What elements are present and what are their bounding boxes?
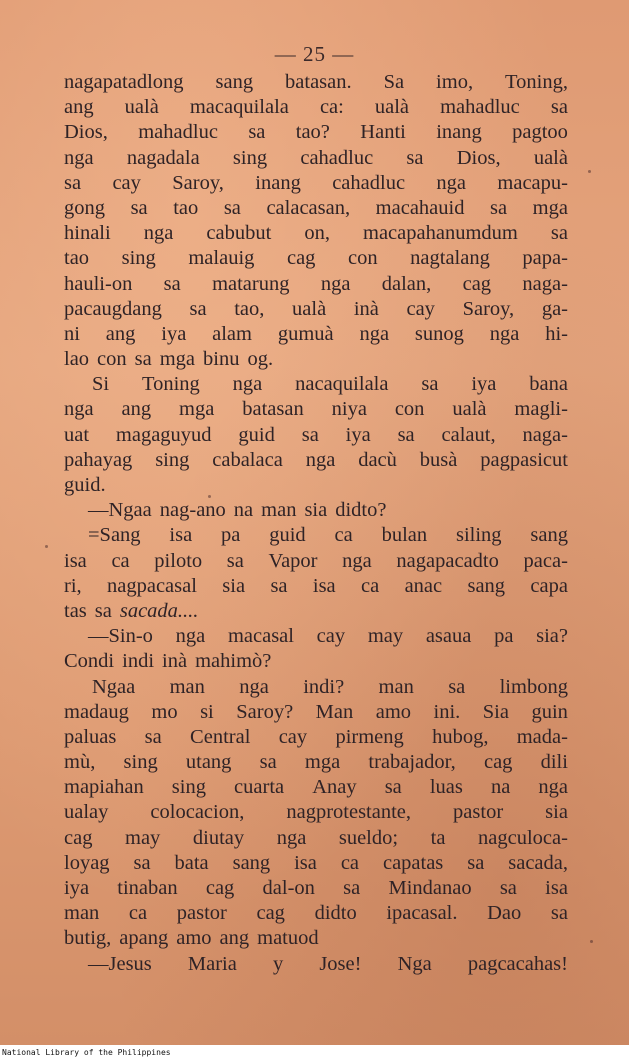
word: Dao xyxy=(487,902,522,925)
text-line xyxy=(64,146,568,171)
word: indi xyxy=(122,650,155,673)
word: pirmeng xyxy=(335,725,404,748)
word: macapu- xyxy=(497,171,568,194)
word: sa xyxy=(343,877,361,899)
text-line xyxy=(64,826,568,851)
word: Saroy, xyxy=(172,171,224,194)
word: sa xyxy=(189,297,207,320)
word: cag xyxy=(483,751,513,774)
body-text xyxy=(64,70,568,977)
word: anac xyxy=(404,574,443,597)
word: guid. xyxy=(64,474,106,496)
word: binu xyxy=(203,348,240,371)
word: nga xyxy=(436,171,467,194)
word: nagpacasal xyxy=(107,574,197,597)
word: ini. xyxy=(433,700,461,723)
word: trabajador, xyxy=(368,751,456,774)
word: nacaquilala xyxy=(295,373,389,396)
paper-speck xyxy=(590,940,593,943)
word: pahayag xyxy=(64,448,133,471)
word: ualà xyxy=(292,297,327,320)
word: Saroy? xyxy=(236,700,294,723)
word: Anay xyxy=(312,776,357,799)
word: nga xyxy=(175,625,206,648)
word: dalan, xyxy=(381,272,432,295)
word: cabalaca xyxy=(212,448,283,471)
word: sa xyxy=(467,851,485,874)
word: dili xyxy=(540,751,568,774)
word: inà xyxy=(162,650,188,673)
word: siling xyxy=(455,524,502,547)
word: didto xyxy=(314,902,357,925)
text-line xyxy=(64,675,568,700)
word: ri, xyxy=(64,574,82,597)
word: lao xyxy=(64,348,90,371)
word: naga- xyxy=(522,423,568,446)
word: nagapatadlong xyxy=(64,71,184,93)
word: cahadluc xyxy=(300,146,374,169)
word: =Sang xyxy=(88,524,141,547)
text-line xyxy=(64,347,568,372)
word: ca xyxy=(128,902,148,925)
paper-speck xyxy=(588,170,591,173)
word: —Jesus xyxy=(88,952,152,975)
word: Dios, xyxy=(456,146,501,169)
word: nga xyxy=(64,398,94,421)
word: tao xyxy=(173,196,199,219)
text-line xyxy=(64,523,568,548)
page-number: — 25 — xyxy=(274,42,355,66)
text-line xyxy=(64,700,568,725)
word: sa xyxy=(421,373,439,396)
word: mga xyxy=(532,196,568,219)
word: ni xyxy=(64,322,80,345)
text-line xyxy=(64,95,568,120)
word: guin xyxy=(531,700,568,723)
word: matuod xyxy=(257,927,319,950)
word: sang xyxy=(530,524,568,547)
word: matarung xyxy=(212,272,290,295)
word: sa xyxy=(384,776,402,799)
word: luas xyxy=(429,776,463,799)
word: magli- xyxy=(514,398,568,421)
text-line xyxy=(64,624,568,649)
word: papa- xyxy=(522,247,568,270)
word: con xyxy=(97,348,127,371)
word: isa xyxy=(312,574,336,597)
word: cahadluc xyxy=(332,171,406,194)
word: piloto xyxy=(154,549,203,572)
word: sia xyxy=(304,499,328,522)
text-line xyxy=(64,574,568,599)
word: na xyxy=(490,776,511,799)
word: Central xyxy=(190,725,251,748)
word: mga xyxy=(159,348,196,371)
word: sing xyxy=(121,247,156,270)
word: nga xyxy=(489,322,520,345)
text-line xyxy=(64,322,568,347)
text-line xyxy=(64,70,568,95)
text-line xyxy=(64,221,568,246)
word: cag xyxy=(286,247,316,270)
word: mga xyxy=(179,398,215,421)
word: sa xyxy=(550,902,568,925)
word: ang xyxy=(121,398,152,421)
word: nagapacadto xyxy=(396,549,499,572)
word: cag xyxy=(256,902,285,925)
word: uat xyxy=(64,423,90,446)
text-line xyxy=(64,851,568,876)
word: sa xyxy=(163,272,181,295)
word: ang xyxy=(64,96,94,119)
word: —Ngaa xyxy=(88,499,152,522)
word: gong xyxy=(64,196,105,219)
word: Sia xyxy=(482,700,509,723)
word: iya xyxy=(345,423,371,446)
word: sa xyxy=(144,725,162,748)
word: inà xyxy=(353,297,379,320)
word: tao xyxy=(64,247,90,270)
paper-speck xyxy=(45,545,48,548)
word: ca xyxy=(111,549,130,572)
word: tas xyxy=(64,599,87,622)
word: naga- xyxy=(522,272,568,295)
word: hauli-on xyxy=(64,272,133,295)
word: niya xyxy=(331,398,367,421)
word: butig, xyxy=(64,927,112,950)
word: bana xyxy=(529,373,568,396)
word: mahimò? xyxy=(195,650,272,673)
word: nga xyxy=(305,448,336,471)
word: man xyxy=(64,902,100,925)
word: tinaban xyxy=(117,877,178,899)
word: cuarta xyxy=(234,776,285,799)
word: ga- xyxy=(541,297,568,320)
word: cay xyxy=(112,171,141,194)
word: bulan xyxy=(381,524,428,547)
text-line xyxy=(64,901,568,926)
word: na xyxy=(233,499,254,522)
word: pacaugdang xyxy=(64,297,162,320)
text-line xyxy=(64,297,568,322)
word: Condi xyxy=(64,650,115,673)
word: sueldo; xyxy=(338,826,399,849)
word: ualay xyxy=(64,801,109,824)
text-line xyxy=(64,423,568,448)
word: sang xyxy=(232,851,271,874)
word: sa xyxy=(94,599,112,622)
word: pa xyxy=(221,524,241,547)
word: Man xyxy=(315,700,354,723)
word: ualà xyxy=(452,398,487,421)
word: ca: xyxy=(319,96,344,119)
word: isa xyxy=(169,524,193,547)
word: macasal xyxy=(227,625,294,648)
word: sa xyxy=(223,196,241,219)
word: nga xyxy=(239,675,269,698)
word: sa xyxy=(448,675,466,698)
word: limbong xyxy=(499,675,568,698)
word: cag xyxy=(64,826,93,849)
text-line xyxy=(64,120,568,145)
word: nga xyxy=(320,272,351,295)
word: nga xyxy=(276,826,307,849)
library-footer: National Library of the Philippines xyxy=(2,1048,171,1057)
text-line xyxy=(64,876,568,901)
word: sia xyxy=(222,574,246,597)
word: sacada, xyxy=(508,851,568,874)
word: sing xyxy=(155,448,190,471)
word: nga xyxy=(232,373,263,396)
word: nga xyxy=(143,222,174,245)
word: batasan xyxy=(242,398,304,421)
word: may xyxy=(125,826,161,849)
word: nga xyxy=(64,146,94,169)
word: Jose! xyxy=(319,952,362,975)
word: sa xyxy=(406,146,424,169)
word: si xyxy=(200,700,214,723)
word: nga xyxy=(538,776,568,799)
text-line xyxy=(64,272,568,297)
word: pa xyxy=(494,625,514,648)
word: ang xyxy=(219,927,250,950)
word: cay xyxy=(406,297,435,320)
word: nag-ano xyxy=(159,499,226,522)
word: iya xyxy=(161,322,187,345)
word: ca xyxy=(340,851,360,874)
word: macahauid xyxy=(375,196,465,219)
word: colocacion, xyxy=(150,801,245,824)
word: sa xyxy=(550,96,568,119)
word: con xyxy=(347,247,378,270)
word: macaquilala xyxy=(189,96,289,119)
word: pagcacahas! xyxy=(467,952,568,975)
word: con xyxy=(394,398,425,421)
word: apang xyxy=(119,927,169,950)
word: asaua xyxy=(425,625,472,648)
word: pastor xyxy=(453,801,504,824)
word: Hanti xyxy=(360,121,406,144)
word: imo, xyxy=(436,71,474,93)
text-line xyxy=(64,397,568,422)
paper-speck xyxy=(208,495,211,498)
word: mga xyxy=(304,751,341,774)
word: Sa xyxy=(383,71,405,93)
word: y xyxy=(272,952,284,975)
word: Toning, xyxy=(505,71,568,93)
word: nagprotestante, xyxy=(286,801,412,824)
text-line xyxy=(64,171,568,196)
word: Ngaa xyxy=(92,675,136,698)
word: guid xyxy=(238,423,275,446)
word: cag xyxy=(462,272,492,295)
word: guid xyxy=(269,524,306,547)
word: mahadluc xyxy=(440,96,520,119)
word: man xyxy=(378,675,414,698)
word: diutay xyxy=(192,826,245,849)
word: cag xyxy=(205,877,235,899)
word: sacada.... xyxy=(119,599,199,622)
word: ualà xyxy=(533,146,568,169)
word: utang xyxy=(185,751,232,774)
word: Saroy, xyxy=(462,297,515,320)
word: Mindanao xyxy=(388,877,472,899)
text-line xyxy=(64,926,568,951)
word: ipacasal. xyxy=(386,902,458,925)
word: man xyxy=(261,499,297,522)
text-line xyxy=(64,549,568,574)
word: nga xyxy=(359,322,390,345)
word: inang xyxy=(436,121,482,144)
word: isa xyxy=(64,549,87,572)
word: sia xyxy=(545,801,568,824)
text-line xyxy=(64,196,568,221)
text-line xyxy=(64,599,568,624)
word: —Sin-o xyxy=(88,625,153,648)
word: pastor xyxy=(176,902,227,925)
word: ta xyxy=(430,826,446,849)
word: nagculoca- xyxy=(478,826,568,849)
word: batasan. xyxy=(285,71,352,93)
word: cay xyxy=(278,725,308,748)
word: paca- xyxy=(523,549,568,572)
word: sa xyxy=(397,423,415,446)
word: sa xyxy=(270,574,288,597)
word: nga xyxy=(342,549,372,572)
word: og. xyxy=(247,348,274,371)
word: madaug xyxy=(64,700,129,723)
word: ualà xyxy=(374,96,410,119)
word: Dios, xyxy=(64,121,108,144)
word: sia? xyxy=(536,625,568,648)
word: dal-on xyxy=(262,877,315,899)
text-line xyxy=(64,800,568,825)
word: Vapor xyxy=(268,549,318,572)
word: sunog xyxy=(414,322,464,345)
word: pagpasicut xyxy=(480,448,568,471)
text-line xyxy=(64,775,568,800)
word: isa xyxy=(294,851,317,874)
word: loyag xyxy=(64,851,110,874)
word: sa xyxy=(490,196,508,219)
word: sa xyxy=(248,121,266,144)
text-line xyxy=(64,498,568,523)
word: dacù xyxy=(358,448,397,471)
word: Si xyxy=(92,373,110,396)
word: sa xyxy=(64,171,82,194)
word: sang xyxy=(467,574,506,597)
text-line xyxy=(64,473,568,498)
text-line xyxy=(64,246,568,271)
word: sa xyxy=(301,423,319,446)
word: didto? xyxy=(335,499,387,522)
text-line xyxy=(64,448,568,473)
word: capatas xyxy=(382,851,444,874)
word: cabubut xyxy=(206,222,272,245)
word: sing xyxy=(171,776,206,799)
word: mapiahan xyxy=(64,776,144,799)
text-line xyxy=(64,372,568,397)
word: Nga xyxy=(397,952,432,975)
word: on, xyxy=(304,222,330,245)
word: alam xyxy=(212,322,252,345)
word: magaguyud xyxy=(115,423,212,446)
word: amo xyxy=(176,927,212,950)
word: mo xyxy=(151,700,178,723)
word: calacasan, xyxy=(266,196,351,219)
word: cay xyxy=(316,625,346,648)
word: nagtalang xyxy=(410,247,490,270)
word: malauig xyxy=(188,247,255,270)
word: sing xyxy=(123,751,158,774)
word: sa xyxy=(550,222,568,245)
word: ualà xyxy=(124,96,159,119)
word: ang xyxy=(105,322,136,345)
word: sang xyxy=(215,71,254,93)
word: sa xyxy=(133,851,151,874)
word: macapahanumdum xyxy=(363,222,518,245)
word: sing xyxy=(232,146,268,169)
word: sa xyxy=(259,751,277,774)
word: busà xyxy=(419,448,458,471)
word: iya xyxy=(64,877,90,899)
word: tao, xyxy=(234,297,265,320)
word: sa xyxy=(134,348,152,371)
word: man xyxy=(169,675,205,698)
text-line xyxy=(64,952,568,977)
word: sa xyxy=(226,549,244,572)
word: gumuà xyxy=(277,322,334,345)
word: isa xyxy=(545,877,568,899)
word: tao? xyxy=(295,121,330,144)
word: Maria xyxy=(187,952,237,975)
word: mada- xyxy=(516,725,568,748)
word: ca xyxy=(334,524,353,547)
word: sa xyxy=(499,877,517,899)
word: iya xyxy=(471,373,497,396)
word: pagtoo xyxy=(512,121,568,144)
word: nagadala xyxy=(126,146,200,169)
word: calaut, xyxy=(441,423,496,446)
word: may xyxy=(367,625,404,648)
word: indi? xyxy=(303,675,345,698)
word: hinali xyxy=(64,222,111,245)
text-line xyxy=(64,750,568,775)
word: hi- xyxy=(545,322,568,345)
word: paluas xyxy=(64,725,117,748)
text-line xyxy=(64,649,568,674)
word: amo xyxy=(375,700,412,723)
word: ca xyxy=(361,574,380,597)
word: inang xyxy=(255,171,301,194)
word: Toning xyxy=(141,373,200,396)
word: hubog, xyxy=(432,725,489,748)
word: mahadluc xyxy=(138,121,218,144)
text-line xyxy=(64,725,568,750)
word: bata xyxy=(174,851,209,874)
word: capa xyxy=(530,574,568,597)
word: sa xyxy=(130,196,148,219)
word: mù, xyxy=(64,751,96,774)
